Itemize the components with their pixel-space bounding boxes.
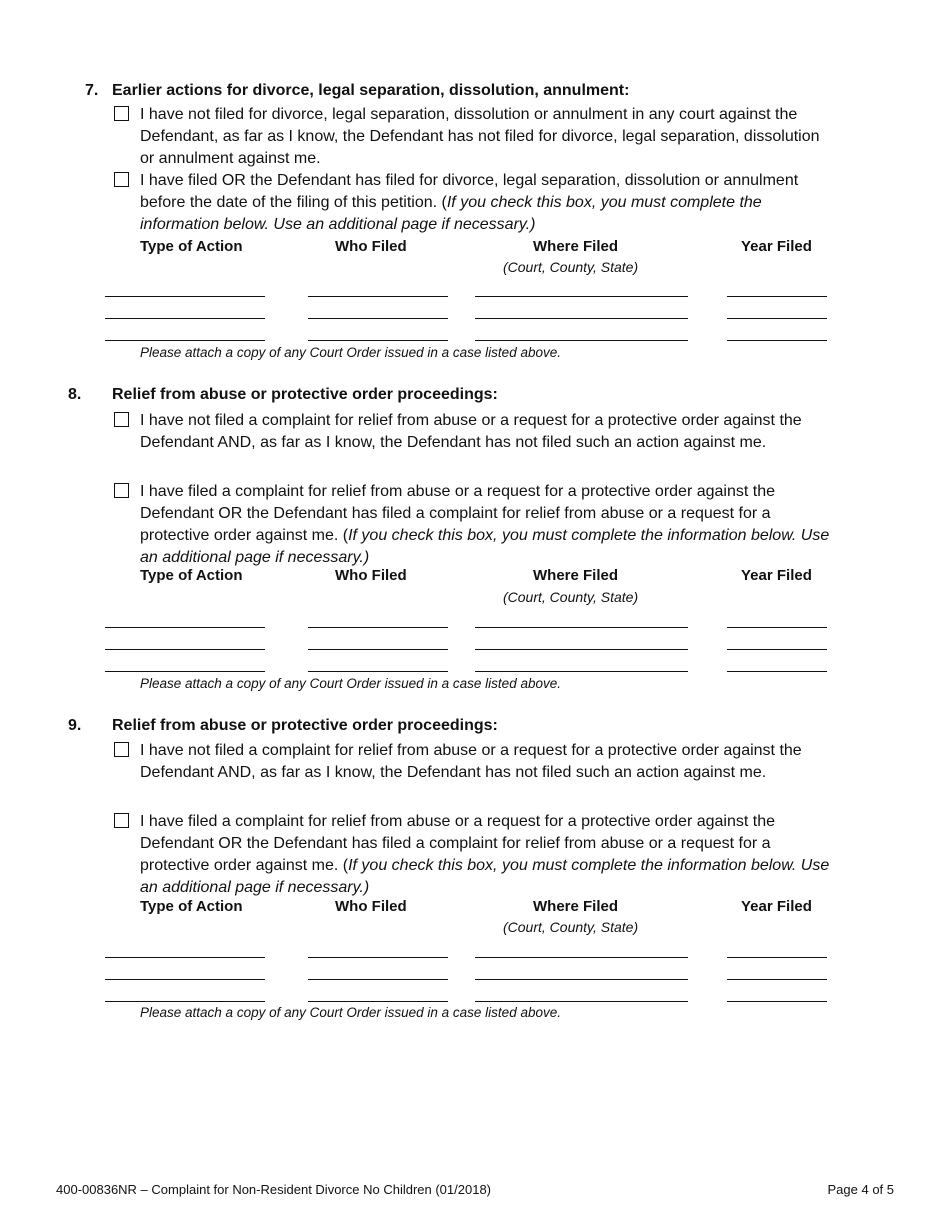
section-title: Relief from abuse or protective order proceedings: xyxy=(112,386,498,403)
option-not-filed xyxy=(114,104,834,170)
blank-who-row1[interactable] xyxy=(308,627,448,628)
blank-who-row3[interactable] xyxy=(308,340,448,341)
col-year-filed: Year Filed xyxy=(741,898,812,915)
col-who-filed: Who Filed xyxy=(335,567,407,584)
col-type-of-action: Type of Action xyxy=(140,567,243,584)
blank-where-row2[interactable] xyxy=(475,979,688,980)
blank-year-row2[interactable] xyxy=(727,318,827,319)
section-title: Earlier actions for divorce, legal separation, dissolution, annulment: xyxy=(112,82,630,99)
blank-year-row3[interactable] xyxy=(727,340,827,341)
blank-where-row2[interactable] xyxy=(475,649,688,650)
section-number: 9. xyxy=(68,717,82,734)
blank-year-row1[interactable] xyxy=(727,627,827,628)
blank-who-row3[interactable] xyxy=(308,671,448,672)
blank-where-row3[interactable] xyxy=(475,1001,688,1002)
option-text-instruction: If you check this box, you must complete the information below. Use an additional page if necessary.) xyxy=(140,857,830,896)
col-type-of-action: Type of Action xyxy=(140,898,243,915)
filed-checkbox[interactable] xyxy=(114,813,129,828)
blank-where-row3[interactable] xyxy=(475,340,688,341)
col-where-filed-sub: (Court, County, State) xyxy=(503,259,639,275)
section-number: 8. xyxy=(68,386,82,403)
blank-year-row1[interactable] xyxy=(727,957,827,958)
blank-type-row2[interactable] xyxy=(105,649,265,650)
option-text-plain: I have filed a complaint for relief from abuse or a request for a protective order against the Defendant OR the Defendant has filed a complaint for relief from abuse or a request for a protective order against me. ( xyxy=(140,483,775,544)
col-where-filed: Where Filed xyxy=(533,898,619,915)
option-text: I have not filed a complaint for relief from abuse or a request for a protective order against the Defendant AND, as far as I know, the Defendant has not filed such an action against me. xyxy=(140,742,802,781)
blank-who-row2[interactable] xyxy=(308,649,448,650)
blank-type-row2[interactable] xyxy=(105,318,265,319)
option-text xyxy=(114,170,834,236)
blank-year-row1[interactable] xyxy=(727,296,827,297)
blank-who-row3[interactable] xyxy=(308,1001,448,1002)
not-filed-checkbox[interactable] xyxy=(114,412,129,427)
attach-note: Please attach a copy of any Court Order issued in a case listed above. xyxy=(140,345,561,360)
option-text-plain: I have filed a complaint for relief from abuse or a request for a protective order against the Defendant OR the Defendant has filed a complaint for relief from abuse or a request for a protective order against me. ( xyxy=(140,813,775,874)
blank-type-row3[interactable] xyxy=(105,1001,265,1002)
blank-type-row3[interactable] xyxy=(105,340,265,341)
blank-who-row1[interactable] xyxy=(308,957,448,958)
blank-type-row2[interactable] xyxy=(105,979,265,980)
col-year-filed: Year Filed xyxy=(741,567,812,584)
blank-type-row1[interactable] xyxy=(105,957,265,958)
not-filed-checkbox[interactable] xyxy=(114,106,129,121)
option-filed xyxy=(114,170,834,236)
blank-where-row1[interactable] xyxy=(475,627,688,628)
attach-note: Please attach a copy of any Court Order issued in a case listed above. xyxy=(140,1005,561,1020)
blank-year-row3[interactable] xyxy=(727,671,827,672)
filed-checkbox[interactable] xyxy=(114,172,129,187)
blank-who-row2[interactable] xyxy=(308,318,448,319)
col-where-filed: Where Filed xyxy=(533,567,619,584)
blank-where-row1[interactable] xyxy=(475,957,688,958)
option-filed xyxy=(114,811,834,899)
attach-note: Please attach a copy of any Court Order issued in a case listed above. xyxy=(140,676,561,691)
col-who-filed: Who Filed xyxy=(335,238,407,255)
blank-type-row3[interactable] xyxy=(105,671,265,672)
col-where-filed-sub: (Court, County, State) xyxy=(503,919,639,935)
option-text xyxy=(114,811,834,899)
blank-year-row3[interactable] xyxy=(727,1001,827,1002)
option-text-instruction: If you check this box, you must complete the information below. Use an additional page if necessary.) xyxy=(140,527,830,566)
col-where-filed-sub: (Court, County, State) xyxy=(503,589,639,605)
option-text: I have not filed for divorce, legal separation, dissolution or annulment in any court against the Defendant, as far as I know, the Defendant has not filed for divorce, legal separation, dissolution or annulment against me. xyxy=(140,106,820,167)
option-text-instruction: If you check this box, you must complete the information below. Use an additional page if necessary.) xyxy=(140,194,762,233)
col-year-filed: Year Filed xyxy=(741,238,812,255)
blank-type-row1[interactable] xyxy=(105,296,265,297)
col-who-filed: Who Filed xyxy=(335,898,407,915)
not-filed-checkbox[interactable] xyxy=(114,742,129,757)
option-text xyxy=(114,481,834,569)
blank-who-row1[interactable] xyxy=(308,296,448,297)
blank-year-row2[interactable] xyxy=(727,649,827,650)
option-text-plain: I have filed OR the Defendant has filed for divorce, legal separation, dissolution or annulment before the date of the filing of this petition. ( xyxy=(140,172,799,211)
blank-who-row2[interactable] xyxy=(308,979,448,980)
blank-where-row1[interactable] xyxy=(475,296,688,297)
section-number: 7. xyxy=(85,82,99,99)
blank-where-row3[interactable] xyxy=(475,671,688,672)
option-filed xyxy=(114,481,834,569)
filed-checkbox[interactable] xyxy=(114,483,129,498)
footer-form-id: 400-00836NR – Complaint for Non-Resident Divorce No Children (01/2018) xyxy=(56,1182,491,1197)
footer-page-number: Page 4 of 5 xyxy=(827,1182,894,1197)
option-text: I have not filed a complaint for relief from abuse or a request for a protective order against the Defendant AND, as far as I know, the Defendant has not filed such an action against me. xyxy=(140,412,802,451)
section-title: Relief from abuse or protective order proceedings: xyxy=(112,717,498,734)
blank-type-row1[interactable] xyxy=(105,627,265,628)
blank-where-row2[interactable] xyxy=(475,318,688,319)
option-not-filed xyxy=(114,740,834,784)
option-not-filed xyxy=(114,410,834,454)
col-type-of-action: Type of Action xyxy=(140,238,243,255)
blank-year-row2[interactable] xyxy=(727,979,827,980)
col-where-filed: Where Filed xyxy=(533,238,619,255)
